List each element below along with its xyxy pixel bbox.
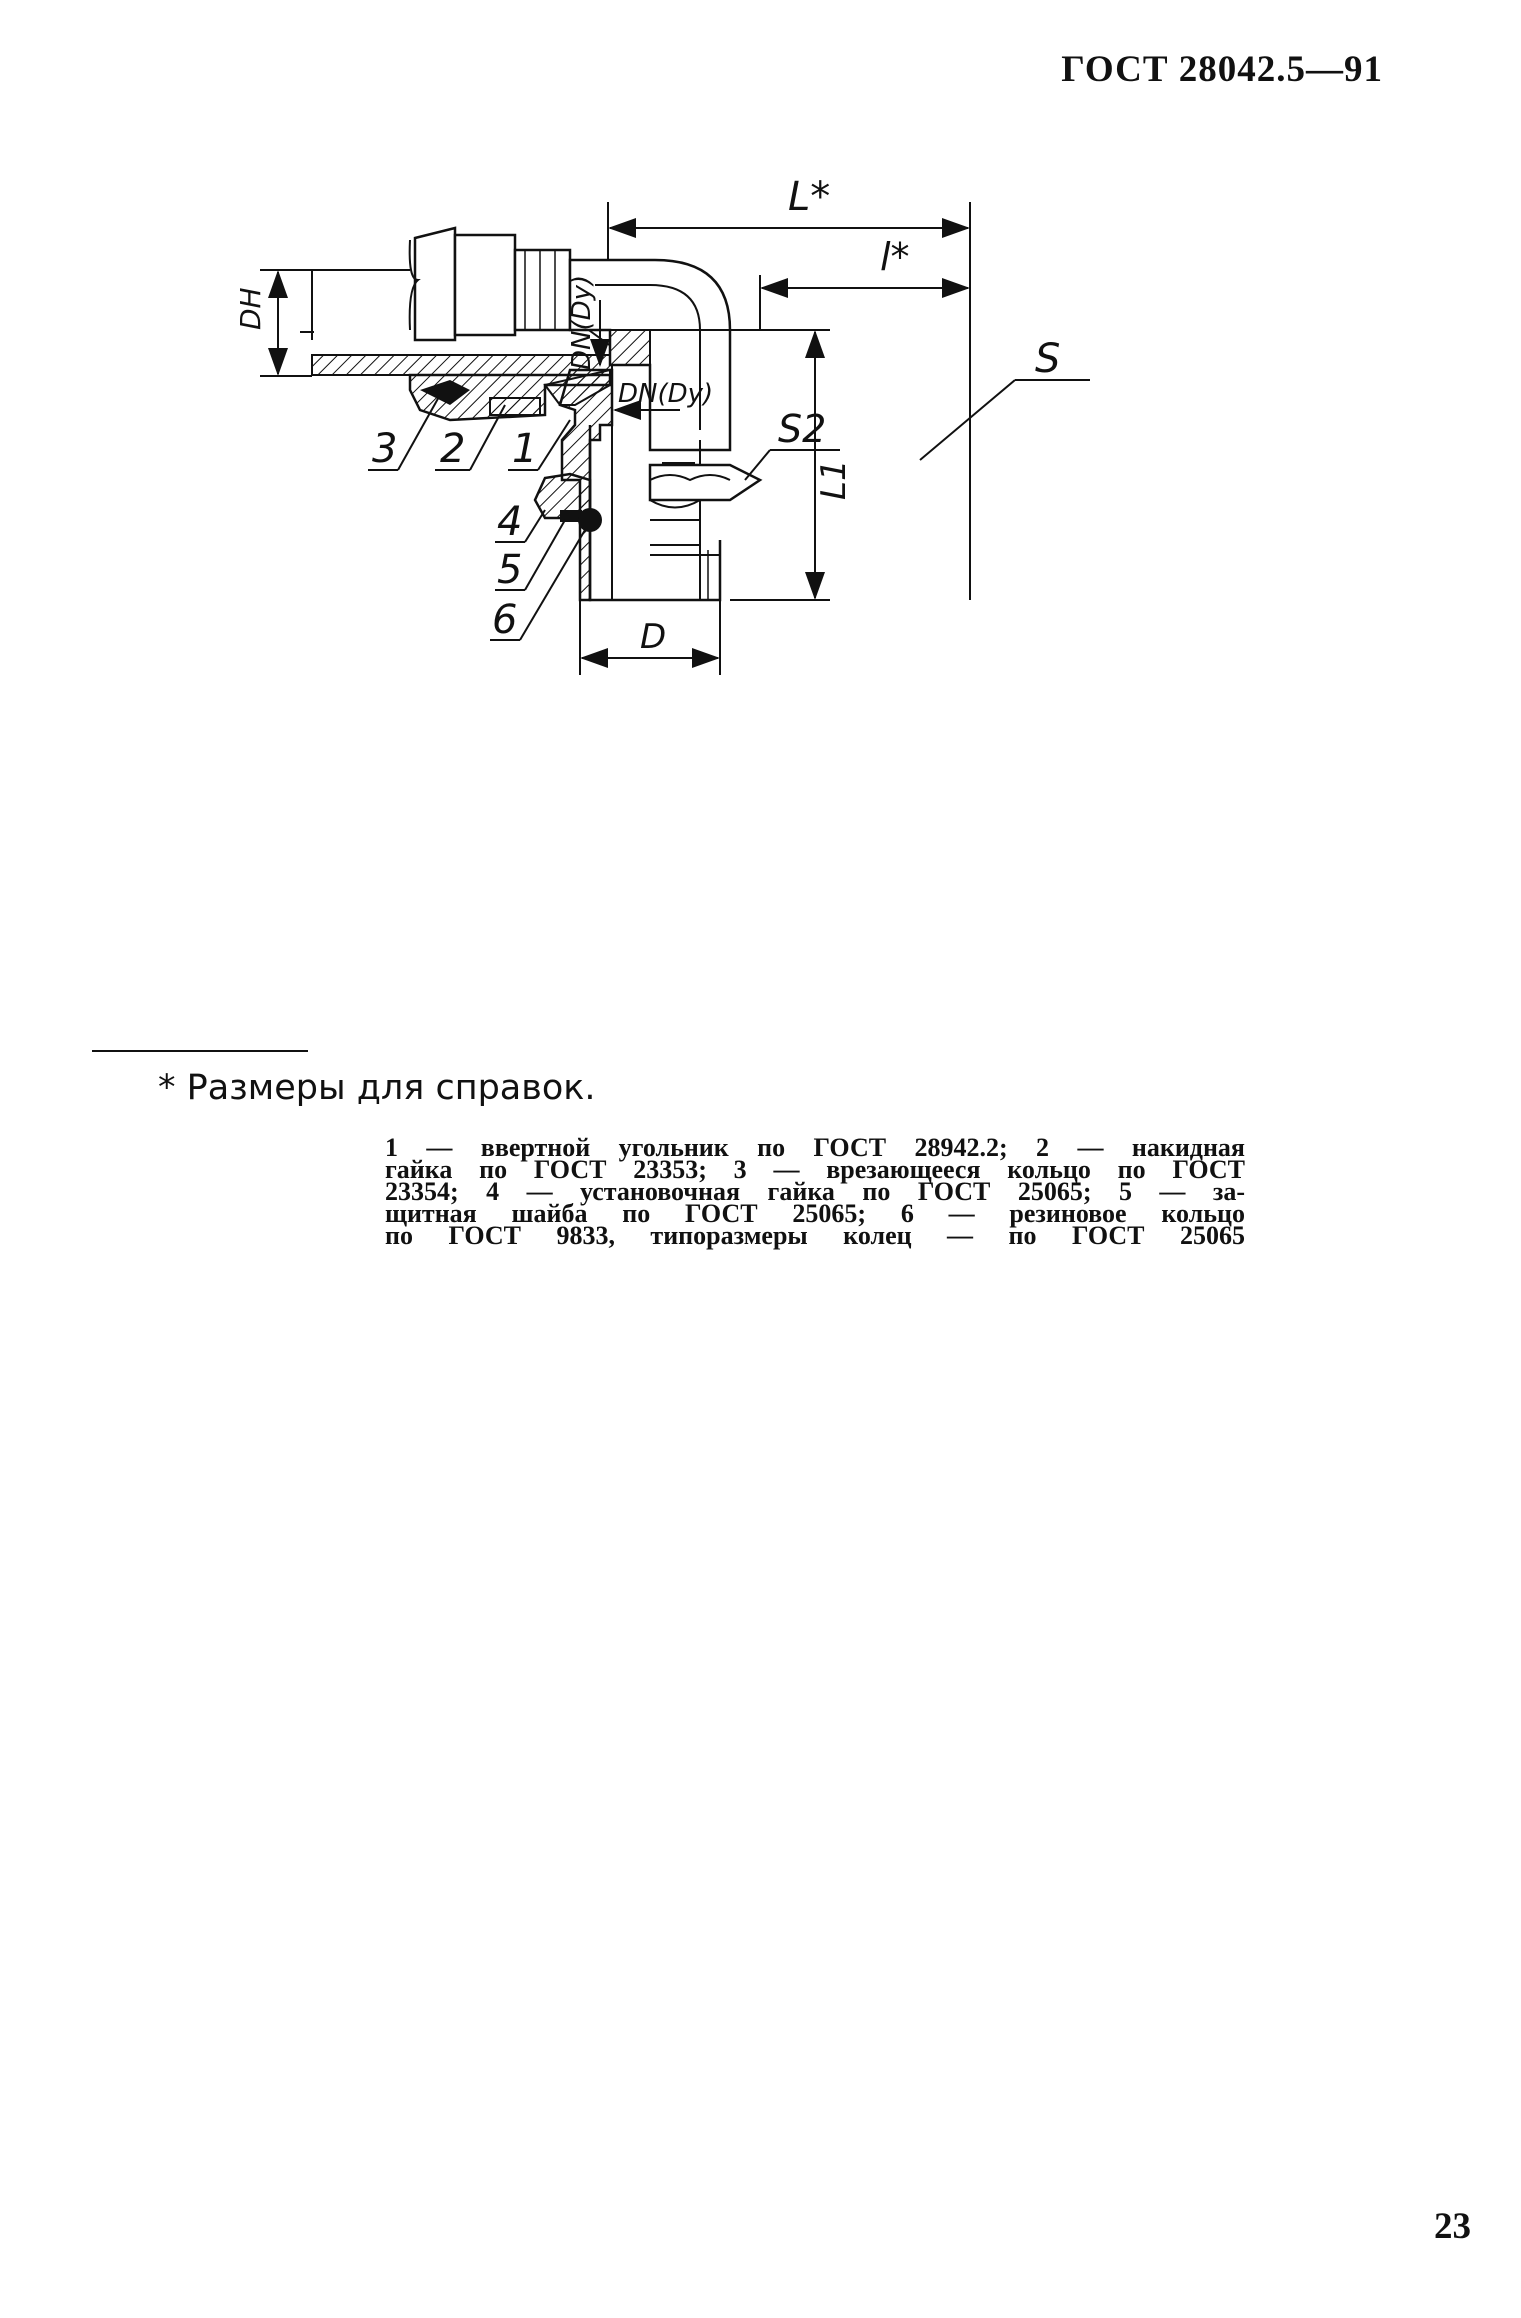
legend-line: 23354; 4 — установочная гайка по ГОСТ 25065; 5 — за- [385, 1177, 1245, 1206]
label-part-2: 2 [440, 426, 466, 472]
page-number: 23 [1434, 2206, 1471, 2247]
page-header-standard: ГОСТ 28042.5—91 [1061, 49, 1383, 90]
label-part-1: 1 [512, 426, 538, 472]
legend-line: по ГОСТ 9833, типоразмеры колец — по ГОСТ 25065 [385, 1221, 1245, 1250]
legend-line: гайка по ГОСТ 23353; 3 — врезающееся кольцо по ГОСТ [385, 1155, 1245, 1184]
thread-neck [515, 250, 570, 330]
footnote-text: * Размеры для справок. [158, 1068, 596, 1108]
union-nut [415, 228, 455, 340]
legend-line: 1 — ввертной угольник по ГОСТ 28942.2; 2 — накидная [385, 1133, 1245, 1162]
label-D: D [640, 617, 667, 657]
locknut [650, 465, 760, 500]
label-DN-horizontal: DN(Dy) [618, 379, 714, 409]
label-part-3: 3 [372, 426, 398, 472]
label-part-4: 4 [497, 499, 523, 545]
technical-drawing [234, 174, 1260, 1030]
label-S2: S2 [778, 407, 827, 451]
dim-l [760, 275, 968, 330]
legend-line: щитная шайба по ГОСТ 25065; 6 — резиновое кольцо [385, 1199, 1245, 1228]
label-part-5: 5 [497, 547, 523, 593]
fitting-section-svg [234, 174, 1260, 1030]
label-l: l* [880, 235, 910, 279]
parts-legend [385, 1133, 1245, 1250]
label-L: L* [788, 174, 831, 220]
label-S: S [1035, 336, 1061, 382]
label-DH: DH [234, 287, 267, 330]
s-leader [920, 380, 1015, 460]
label-DN-vertical: DN(Dy) [567, 274, 597, 370]
footnote-rule [92, 1050, 308, 1052]
rubber-ring [578, 508, 602, 532]
s2-leader [745, 450, 770, 480]
label-L1: L1 [814, 459, 854, 500]
label-part-6: 6 [492, 597, 518, 643]
